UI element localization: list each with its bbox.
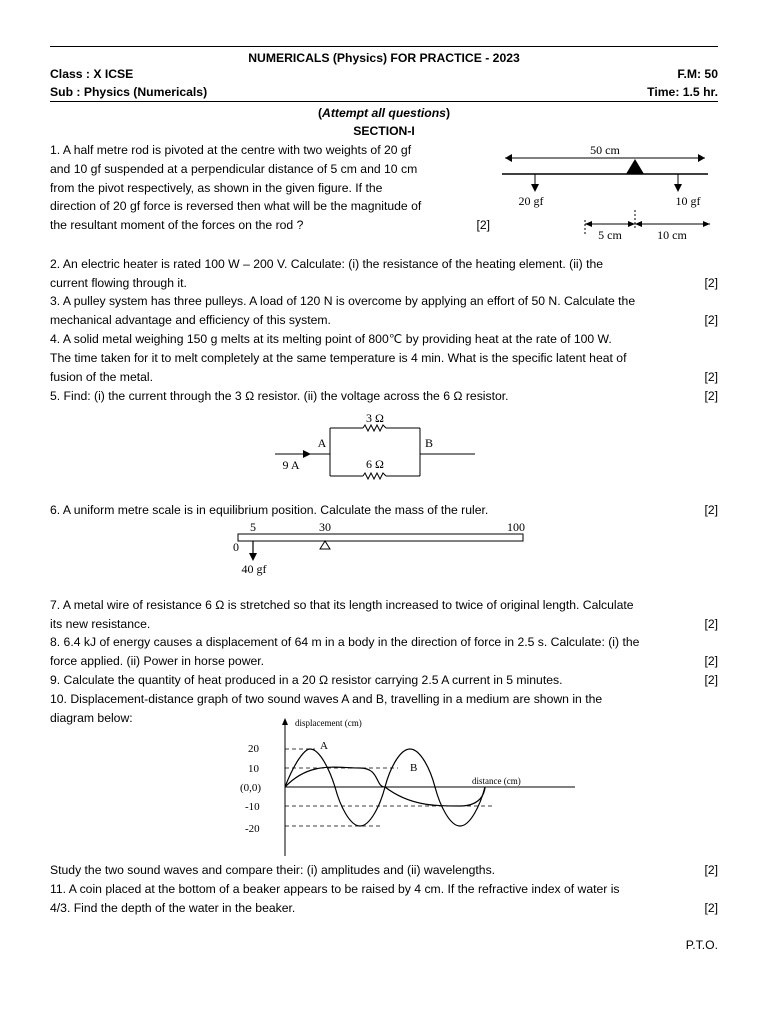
weight-20gf-label: 20 gf [518, 194, 544, 208]
question-10-part: Study the two sound waves and compare their: (i) amplitudes and (ii) wavelengths. [2] [50, 863, 718, 877]
node-a-label: A [317, 436, 327, 450]
tick-origin: (0,0) [240, 782, 262, 794]
weight-10gf-arrowhead [674, 184, 682, 192]
full-marks: F.M: 50 [677, 67, 718, 81]
question-10: 10. Displacement-distance graph of two sound waves A and B, travelling in a medium are shown in the diagram below: [50, 692, 603, 725]
question-4: 4. A solid metal weighing 150 g melts at its melting point of 800℃ by providing heat at the rate of 100 W. The time taken for it to melt completely at the same temperature is 4 min. What is the specific latent heat of fusion of the metal. [2] [50, 332, 718, 384]
question-8: 8. 6.4 kJ of energy causes a displacement of 64 m in a body in the direction of force in 2.5 s. Calculate: (i) the force applied. (ii) Power in horse power. [2] [50, 635, 718, 668]
x-axis-label: distance (cm) [472, 776, 521, 786]
question-2: 2. An electric heater is rated 100 W – 200 V. Calculate: (i) the resistance of the heating element. (ii) the current flowing through it. [2] [50, 257, 718, 290]
pto-footer: P.T.O. [685, 938, 718, 952]
question-9: 9. Calculate the quantity of heat produced in a 20 Ω resistor carrying 2.5 A current in 5 minutes. [2] [50, 673, 718, 687]
instruction: (Attempt all questions) [317, 106, 451, 120]
weight-10gf-label: 10 gf [675, 194, 701, 208]
distance-5cm-label: 5 cm [598, 228, 622, 242]
current-label: 9 A [282, 458, 300, 472]
tick-10: 10 [248, 763, 259, 775]
resistor-3-label: 3 Ω [366, 411, 384, 425]
exam-page [50, 0, 718, 1024]
distance-10cm-label: 10 cm [657, 228, 687, 242]
question-6: 6. A uniform metre scale is in equilibrium position. Calculate the mass of the ruler. [2] [50, 503, 718, 517]
mark-5-label: 5 [250, 520, 256, 534]
mark-30-label: 30 [319, 520, 331, 534]
paper-title: NUMERICALS (Physics) FOR PRACTICE - 2023 [248, 51, 520, 65]
question-5: 5. Find: (i) the current through the 3 Ω resistor. (ii) the voltage across the 6 Ω resistor. [2] [50, 389, 718, 403]
header-rule [50, 101, 718, 102]
weight-40gf-label: 40 gf [241, 562, 267, 576]
mark-100-label: 100 [507, 520, 525, 534]
wave-b-label: B [410, 762, 418, 774]
time-label: Time: 1.5 hr. [647, 85, 718, 99]
question-3: 3. A pulley system has three pulleys. A load of 120 N is overcome by applying an effort of 50 N. Calculate the mechanical advantage and efficiency of this system. [2] [50, 294, 718, 327]
question-7: 7. A metal wire of resistance 6 Ω is stretched so that its length increased to twice of original length. Calculate its new resistance. [2] [50, 598, 718, 631]
section-heading: SECTION-I [353, 124, 415, 138]
rod-length-label: 50 cm [590, 143, 620, 157]
node-b-label: B [424, 436, 434, 450]
question-11: 11. A coin placed at the bottom of a beaker appears to be raised by 4 cm. If the refractive index of water is 4/3. Find the depth of the water in the beaker. [2] [50, 882, 718, 915]
class-label: Class : X ICSE [50, 67, 134, 81]
y-axis-label: displacement (cm) [295, 718, 362, 728]
mark-0-label: 0 [233, 540, 239, 554]
tick-minus-10: -10 [245, 801, 260, 813]
tick-20: 20 [248, 743, 259, 755]
resistor-6-label: 6 Ω [366, 457, 384, 471]
metre-scale-figure [228, 518, 528, 580]
rod-figure [500, 138, 716, 248]
wave-graph [240, 716, 600, 856]
subject-label: Sub : Physics (Numericals) [50, 85, 208, 99]
question-1: 1. A half metre rod is pivoted at the centre with two weights of 20 gf and 10 gf suspended at a perpendicular distance of 5 cm and 10 cm from the pivot respectively, as shown in the given figure. If the direction of 20 gf force is reversed then what will be the magnitude of the resultant moment of the forces on the rod ? [2] [50, 143, 490, 233]
circuit-figure [275, 406, 475, 484]
wave-a-label: A [320, 740, 328, 752]
tick-minus-20: -20 [245, 823, 260, 835]
top-rule [50, 46, 718, 47]
